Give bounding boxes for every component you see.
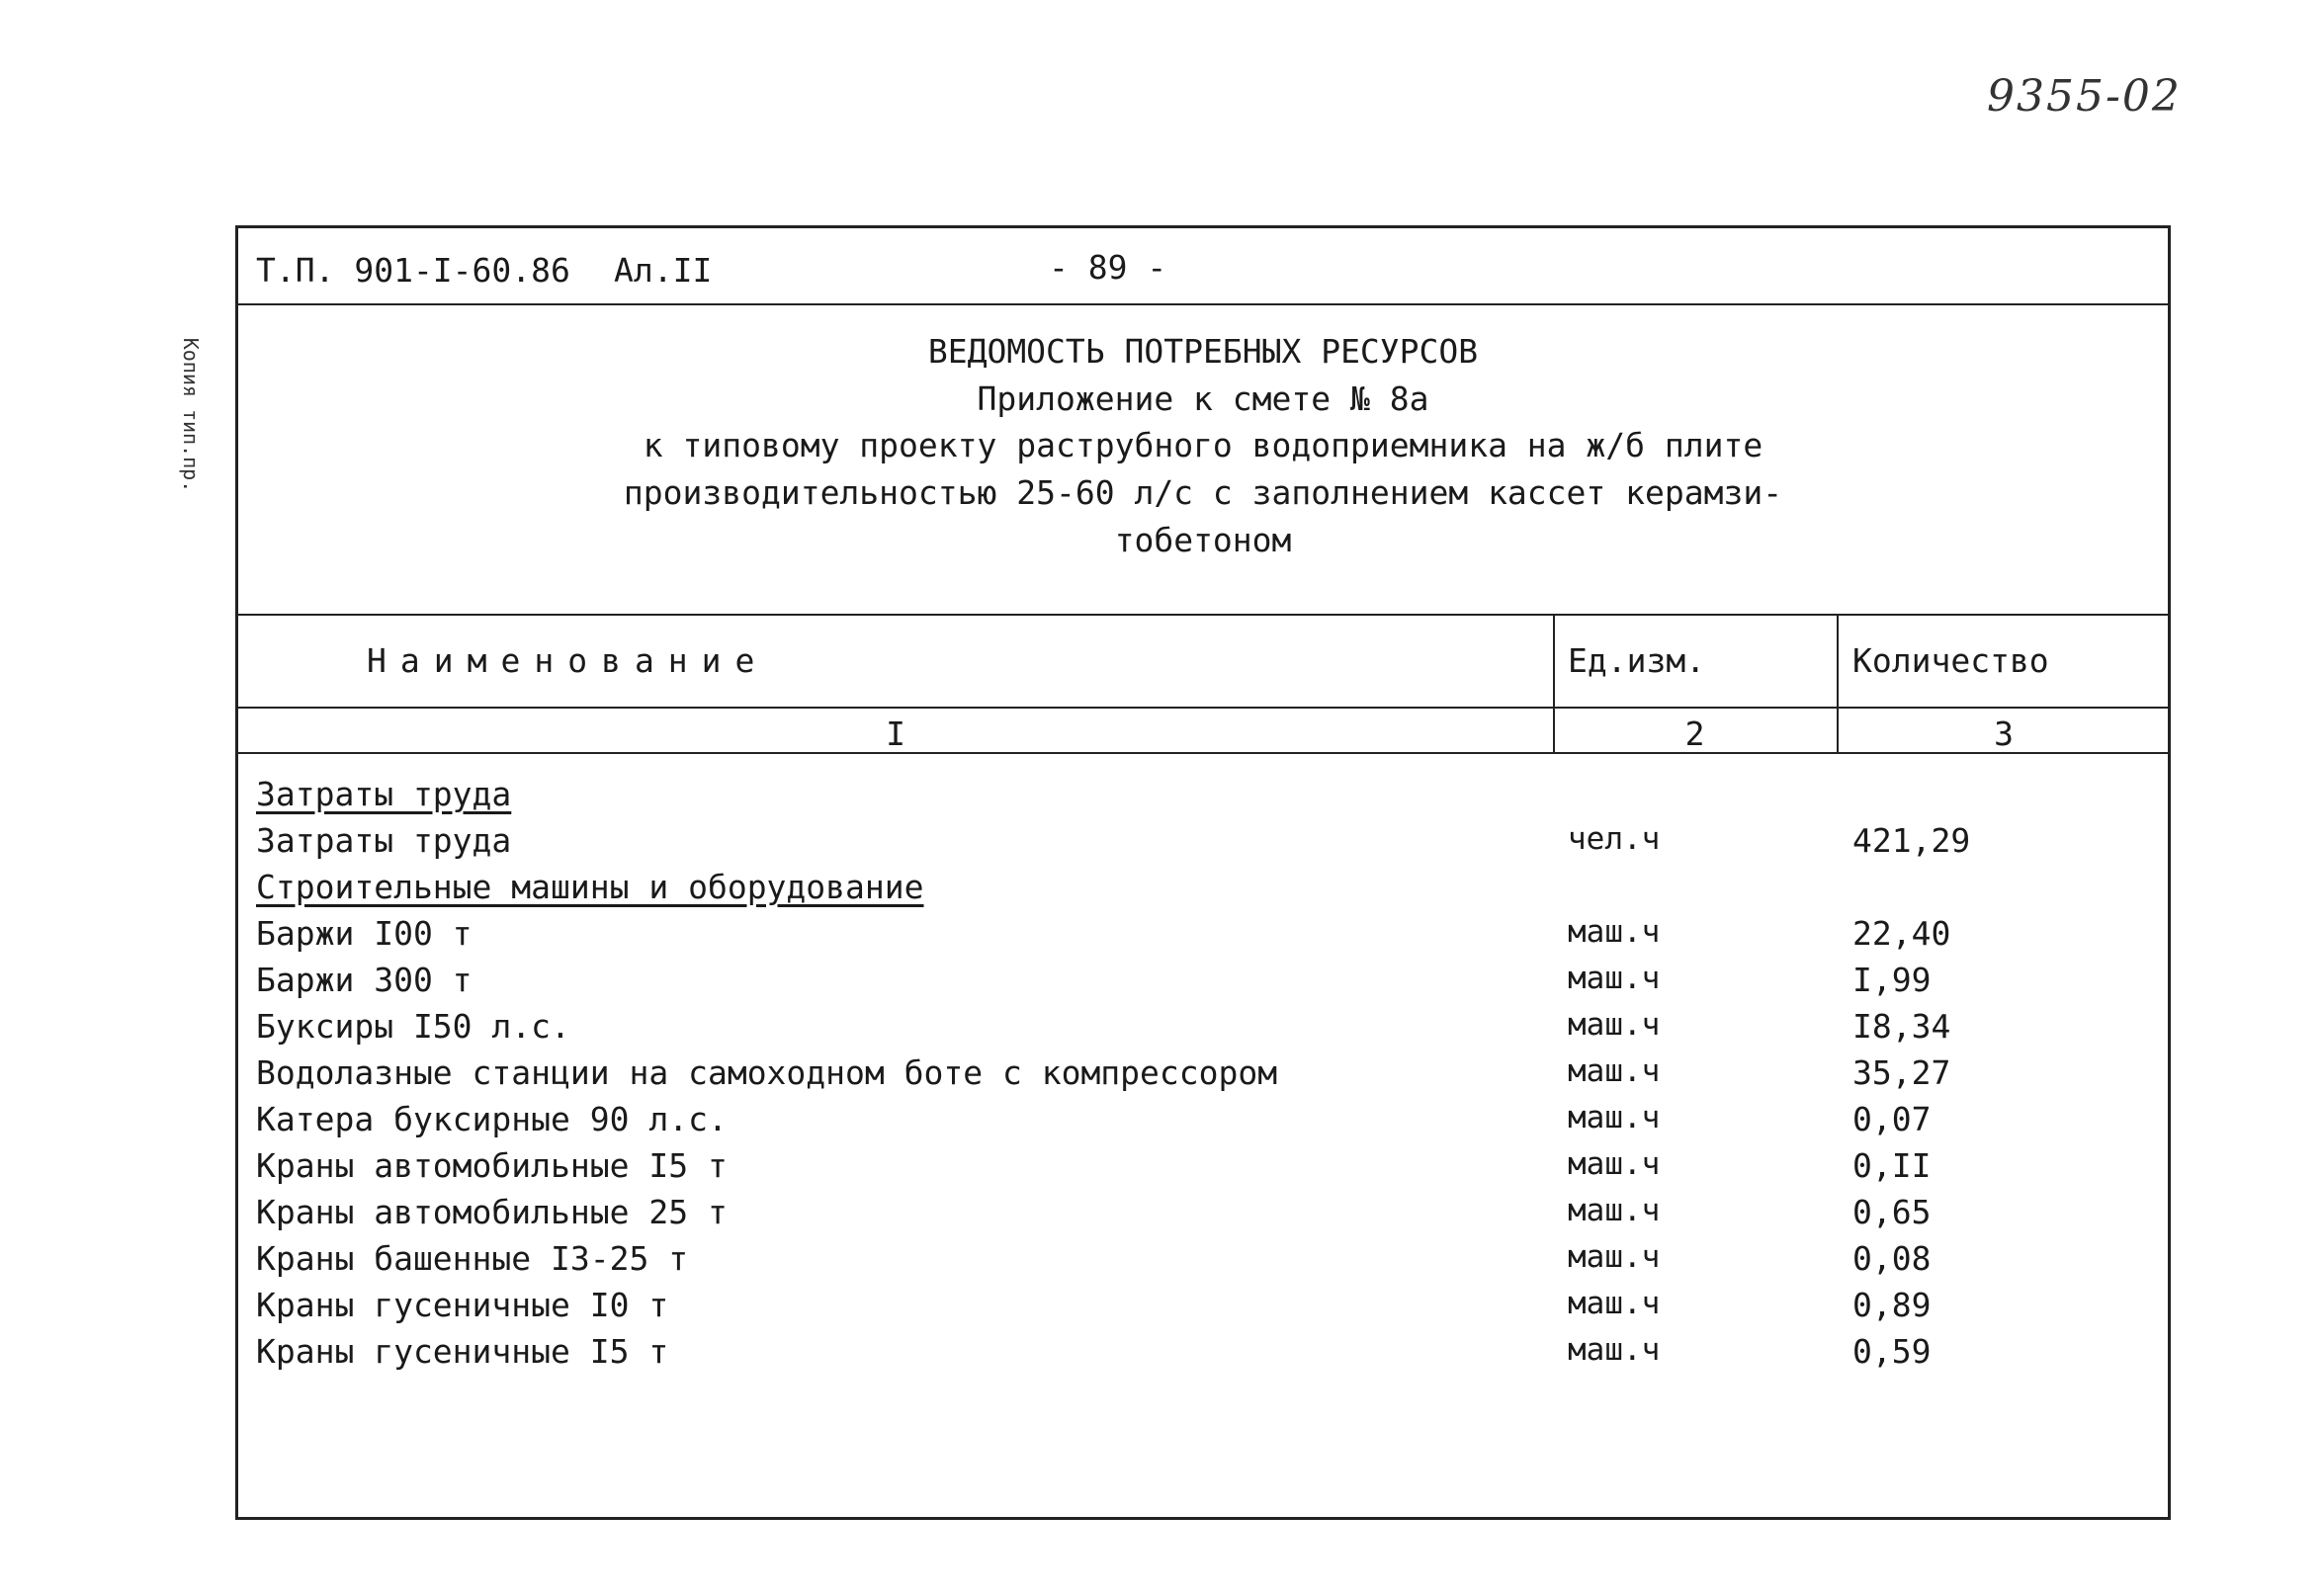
row-quantity: 0,II <box>1852 1146 1932 1185</box>
title-line-5: тобетоном <box>1114 521 1292 559</box>
header-divider <box>238 303 2168 305</box>
row-unit: маш.ч <box>1568 1053 1661 1089</box>
row-unit: маш.ч <box>1568 914 1661 950</box>
column-number-1: I <box>886 714 905 753</box>
table-row <box>238 1193 2168 1238</box>
row-quantity: 0,65 <box>1852 1193 1932 1231</box>
table-row <box>238 914 2168 960</box>
title-line-2: Приложение к смете № 8а <box>977 379 1429 418</box>
section-heading-labor: Затраты труда <box>256 775 512 813</box>
column-header-unit: Ед.изм. <box>1568 641 1706 680</box>
column-number-2: 2 <box>1684 714 1705 753</box>
row-unit: маш.ч <box>1568 1286 1661 1321</box>
row-unit: чел.ч <box>1568 821 1661 857</box>
column-header-name: Наименование <box>367 641 769 680</box>
column-header-quantity: Количество <box>1852 641 2049 680</box>
row-name: Затраты труда <box>256 821 512 860</box>
side-stamp-text: Копия тип.пр. <box>179 337 203 493</box>
row-quantity: 22,40 <box>1852 914 1951 953</box>
row-quantity: I,99 <box>1852 961 1932 999</box>
row-quantity: 0,59 <box>1852 1332 1932 1371</box>
project-code: Т.П. 901-I-60.86 <box>256 251 570 290</box>
row-name: Водолазные станции на самоходном боте с компрессором <box>256 1053 1278 1092</box>
title-line-3: к типовому проекту раструбного водоприемника на ж/б плите <box>643 426 1763 464</box>
table-row <box>238 1239 2168 1285</box>
row-name: Краны гусеничные I5 т <box>256 1332 669 1371</box>
row-name: Краны башенные I3-25 т <box>256 1239 689 1278</box>
table-row <box>238 1053 2168 1099</box>
row-quantity: 35,27 <box>1852 1053 1951 1092</box>
table-row <box>238 1286 2168 1331</box>
row-unit: маш.ч <box>1568 961 1661 996</box>
table-row <box>238 1007 2168 1052</box>
row-name: Баржи 300 т <box>256 961 473 999</box>
row-name: Буксиры I50 л.с. <box>256 1007 570 1046</box>
header-row-divider <box>238 707 2168 709</box>
table-row <box>238 821 2168 867</box>
row-name: Катера буксирные 90 л.с. <box>256 1100 728 1138</box>
row-name: Краны гусеничные I0 т <box>256 1286 669 1324</box>
row-quantity: 0,08 <box>1852 1239 1932 1278</box>
row-unit: маш.ч <box>1568 1007 1661 1043</box>
table-row <box>238 1100 2168 1145</box>
row-name: Краны автомобильные I5 т <box>256 1146 728 1185</box>
title-main: ВЕДОМОСТЬ ПОТРЕБНЫХ РЕСУРСОВ <box>927 332 1479 371</box>
row-quantity: 0,07 <box>1852 1100 1932 1138</box>
album-number: Ал.II <box>614 251 713 290</box>
table-top-line <box>238 614 2168 616</box>
row-unit: маш.ч <box>1568 1239 1661 1275</box>
table-row <box>238 868 2168 913</box>
row-quantity: 421,29 <box>1852 821 1971 860</box>
row-unit: маш.ч <box>1568 1100 1661 1135</box>
table-row <box>238 961 2168 1006</box>
row-unit: маш.ч <box>1568 1193 1661 1228</box>
document-frame <box>235 225 2171 1520</box>
table-row <box>238 775 2168 820</box>
row-unit: маш.ч <box>1568 1146 1661 1182</box>
row-name: Баржи I00 т <box>256 914 473 953</box>
page-number: - 89 - <box>1049 248 1167 287</box>
column-number-3: 3 <box>1994 714 2014 753</box>
table-row <box>238 1146 2168 1192</box>
row-quantity: 0,89 <box>1852 1286 1932 1324</box>
title-line-4: производительностью 25-60 л/с с заполнением кассет керамзи- <box>623 473 1783 512</box>
table-row <box>238 1332 2168 1378</box>
section-heading-machines: Строительные машины и оборудование <box>256 868 924 906</box>
side-stamp <box>176 237 206 593</box>
document-number: 9355-02 <box>1987 71 2182 122</box>
row-name: Краны автомобильные 25 т <box>256 1193 728 1231</box>
numbers-row-divider <box>238 752 2168 754</box>
row-quantity: I8,34 <box>1852 1007 1951 1046</box>
row-unit: маш.ч <box>1568 1332 1661 1368</box>
